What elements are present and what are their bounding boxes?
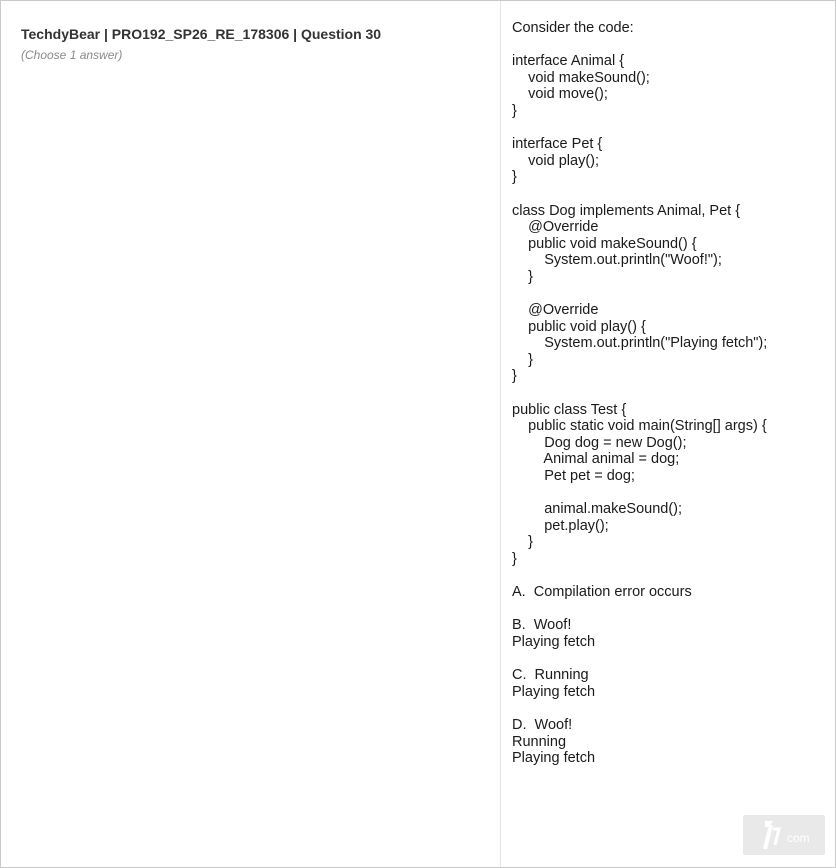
question-line: Running: [512, 733, 567, 750]
question-line: [512, 37, 827, 54]
answer-instruction: (Choose 1 answer): [21, 48, 123, 62]
question-header-pane: [1, 1, 501, 867]
question-line: [512, 601, 827, 618]
question-line: }: [512, 551, 517, 567]
site-logo-icon: [743, 815, 825, 855]
question-line: }: [512, 351, 533, 368]
question-line: [512, 186, 827, 203]
question-line: public void play() {: [512, 318, 646, 335]
question-line: animal.makeSound();: [512, 501, 683, 518]
question-line: Animal animal = dog;: [512, 451, 680, 468]
question-line: Playing fetch: [512, 633, 596, 650]
question-line: public void makeSound() {: [512, 235, 697, 252]
question-line: Playing fetch: [512, 683, 596, 700]
question-line: }: [512, 534, 533, 551]
question-line: @Override: [512, 302, 599, 319]
question-line: interface Pet {: [512, 136, 603, 153]
question-line: @Override: [512, 219, 599, 236]
question-line: Pet pet = dog;: [512, 468, 635, 485]
site-watermark: [743, 815, 825, 855]
question-line: class Dog implements Animal, Pet {: [512, 202, 741, 219]
question-line: Consider the code:: [512, 20, 634, 36]
question-line: [512, 286, 827, 303]
question-line: interface Animal {: [512, 53, 625, 70]
question-line: A. Compilation error occurs: [512, 584, 692, 601]
question-line: }: [512, 268, 533, 285]
question-line: C. Running: [512, 667, 589, 684]
question-line: System.out.println("Playing fetch");: [512, 335, 768, 352]
question-line: [512, 485, 827, 502]
question-line: B. Woof!: [512, 617, 572, 634]
question-line: }: [512, 102, 517, 119]
question-line: [512, 568, 827, 585]
question-line: public class Test {: [512, 401, 627, 418]
question-body: [512, 20, 827, 767]
question-line: [512, 385, 827, 402]
question-line: void move();: [512, 86, 608, 103]
question-line: System.out.println("Woof!");: [512, 252, 722, 269]
question-title: TechdyBear | PRO192_SP26_RE_178306 | Question 30: [21, 26, 382, 42]
question-line: }: [512, 169, 517, 186]
question-line: }: [512, 368, 517, 385]
watermark-text: com: [787, 831, 810, 845]
question-line: void play();: [512, 152, 600, 169]
question-line: Dog dog = new Dog();: [512, 434, 687, 451]
question-line: [512, 120, 827, 137]
question-line: Playing fetch: [512, 750, 596, 767]
question-line: pet.play();: [512, 517, 609, 534]
question-line: [512, 700, 827, 717]
question-line: D. Woof!: [512, 716, 573, 733]
question-line: void makeSound();: [512, 69, 650, 86]
question-line: public static void main(String[] args) {: [512, 418, 767, 435]
question-line: [512, 651, 827, 668]
